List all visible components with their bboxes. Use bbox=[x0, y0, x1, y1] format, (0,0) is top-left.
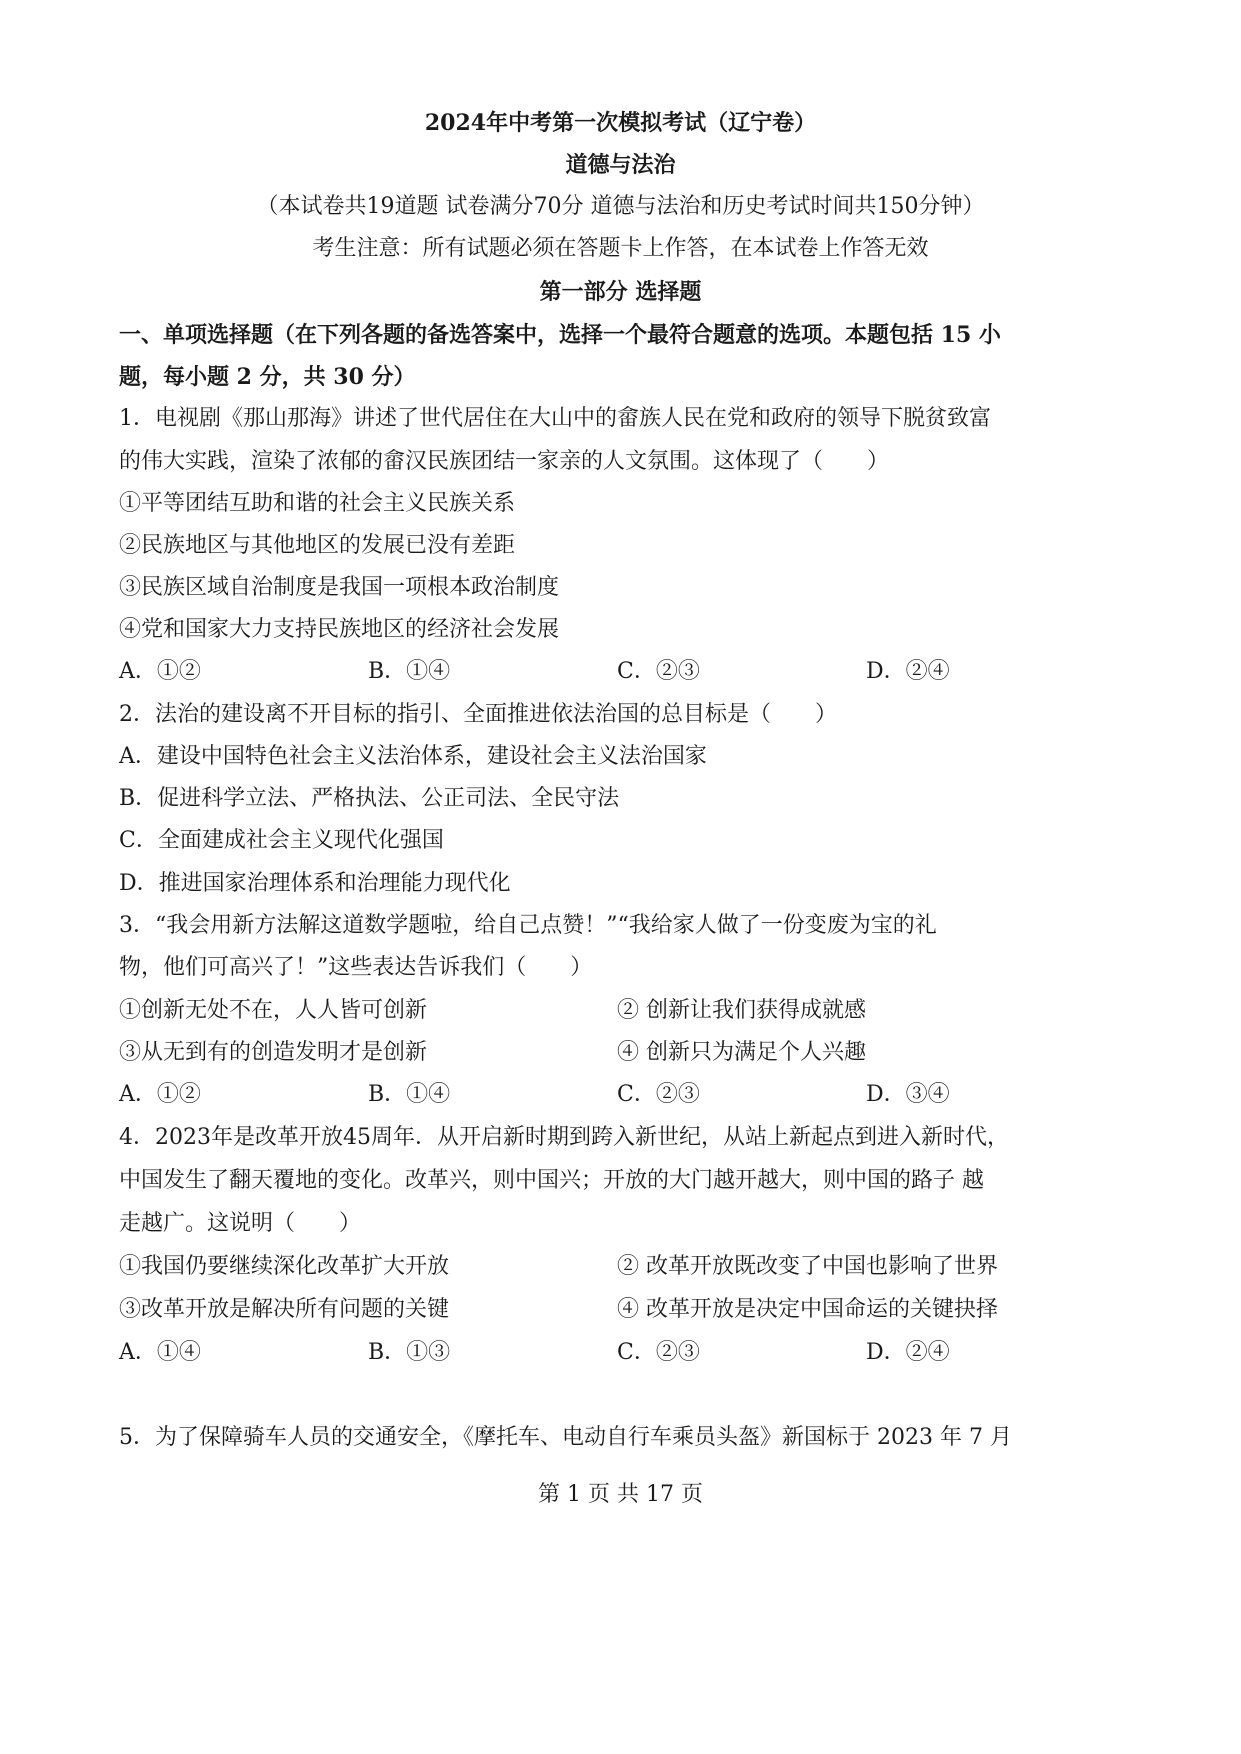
q2-stem: 2．法治的建设离不开目标的指引、全面推进依法治国的总目标是（ ） bbox=[119, 702, 837, 727]
subject-title: 道德与法治 bbox=[565, 152, 676, 178]
q3-item-1: ①创新无处不在，人人皆可创新 bbox=[119, 998, 428, 1023]
page-title: 2024年中考第一次模拟考试（辽宁卷） bbox=[424, 110, 817, 136]
q4-option-c: C．②③ bbox=[617, 1340, 700, 1365]
q1-item-1: ①平等团结互助和谐的社会主义民族关系 bbox=[119, 491, 516, 516]
q3-option-b: B．①④ bbox=[368, 1082, 451, 1107]
q1-option-d: D．②④ bbox=[866, 659, 950, 684]
q3-item-2: ② 创新让我们获得成就感 bbox=[617, 998, 866, 1023]
q3-option-d: D．③④ bbox=[866, 1082, 950, 1107]
exam-notice: 考生注意：所有试题必须在答题卡上作答，在本试卷上作答无效 bbox=[312, 236, 929, 261]
q3-item-4: ④ 创新只为满足个人兴趣 bbox=[617, 1040, 866, 1065]
section-heading-line1: 一、单项选择题（在下列各题的备选答案中，选择一个最符合题意的选项。本题包括 15 小 bbox=[119, 322, 1001, 348]
q4-option-a: A．①④ bbox=[119, 1340, 201, 1365]
q3-item-3: ③从无到有的创造发明才是创新 bbox=[119, 1040, 428, 1065]
q3-stem-line1: 3．“我会用新方法解这道数学题啦，给自己点赞！”“我给家人做了一份变废为宝的礼 bbox=[119, 913, 937, 938]
part-title: 第一部分 选择题 bbox=[539, 279, 702, 305]
q2-option-d: D．推进国家治理体系和治理能力现代化 bbox=[119, 871, 511, 896]
q1-option-b: B．①④ bbox=[368, 659, 451, 684]
q1-item-3: ③民族区域自治制度是我国一项根本政治制度 bbox=[119, 575, 560, 600]
q4-stem-line1: 4．2023年是改革开放45周年．从开启新时期到跨入新世纪，从站上新起点到进入新时代， bbox=[119, 1125, 1009, 1150]
page-footer: 第 1 页 共 17 页 bbox=[538, 1482, 703, 1507]
q3-option-c: C．②③ bbox=[617, 1082, 700, 1107]
q3-stem-line2: 物，他们可高兴了！”这些表达告诉我们（ ） bbox=[119, 955, 593, 980]
q4-stem-line2: 中国发生了翻天覆地的变化。改革兴，则中国兴；开放的大门越开越大，则中国的路子 越 bbox=[119, 1168, 984, 1193]
q4-item-4: ④ 改革开放是决定中国命运的关键抉择 bbox=[617, 1297, 998, 1322]
q3-option-a: A．①② bbox=[119, 1082, 201, 1107]
exam-info: （本试卷共19道题 试卷满分70分 道德与法治和历史考试时间共150分钟） bbox=[256, 194, 985, 219]
q1-option-c: C．②③ bbox=[617, 659, 700, 684]
q1-item-4: ④党和国家大力支持民族地区的经济社会发展 bbox=[119, 617, 560, 642]
q5-stem-line1: 5．为了保障骑车人员的交通安全，《摩托车、电动自行车乘员头盔》新国标于 2023 年 7 月 bbox=[119, 1425, 1012, 1450]
section-heading-line2: 题，每小题 2 分，共 30 分） bbox=[119, 364, 416, 390]
q4-item-2: ② 改革开放既改变了中国也影响了世界 bbox=[617, 1254, 998, 1279]
q1-stem-line1: 1．电视剧《那山那海》讲述了世代居住在大山中的畲族人民在党和政府的领导下脱贫致富 bbox=[119, 406, 992, 431]
q2-option-a: A．建设中国特色社会主义法治体系，建设社会主义法治国家 bbox=[119, 744, 707, 769]
q1-option-a: A．①② bbox=[119, 659, 201, 684]
q4-item-1: ①我国仍要继续深化改革扩大开放 bbox=[119, 1254, 450, 1279]
q2-option-b: B．促进科学立法、严格执法、公正司法、全民守法 bbox=[119, 786, 620, 811]
q2-option-c: C．全面建成社会主义现代化强国 bbox=[119, 828, 444, 853]
q4-stem-line3: 走越广。这说明（ ） bbox=[119, 1211, 362, 1236]
q1-stem-line2: 的伟大实践，渲染了浓郁的畲汉民族团结一家亲的人文氛围。这体现了（ ） bbox=[119, 449, 890, 474]
q4-item-3: ③改革开放是解决所有问题的关键 bbox=[119, 1297, 450, 1322]
q4-option-d: D．②④ bbox=[866, 1340, 950, 1365]
q4-option-b: B．①③ bbox=[368, 1340, 451, 1365]
q1-item-2: ②民族地区与其他地区的发展已没有差距 bbox=[119, 533, 516, 558]
